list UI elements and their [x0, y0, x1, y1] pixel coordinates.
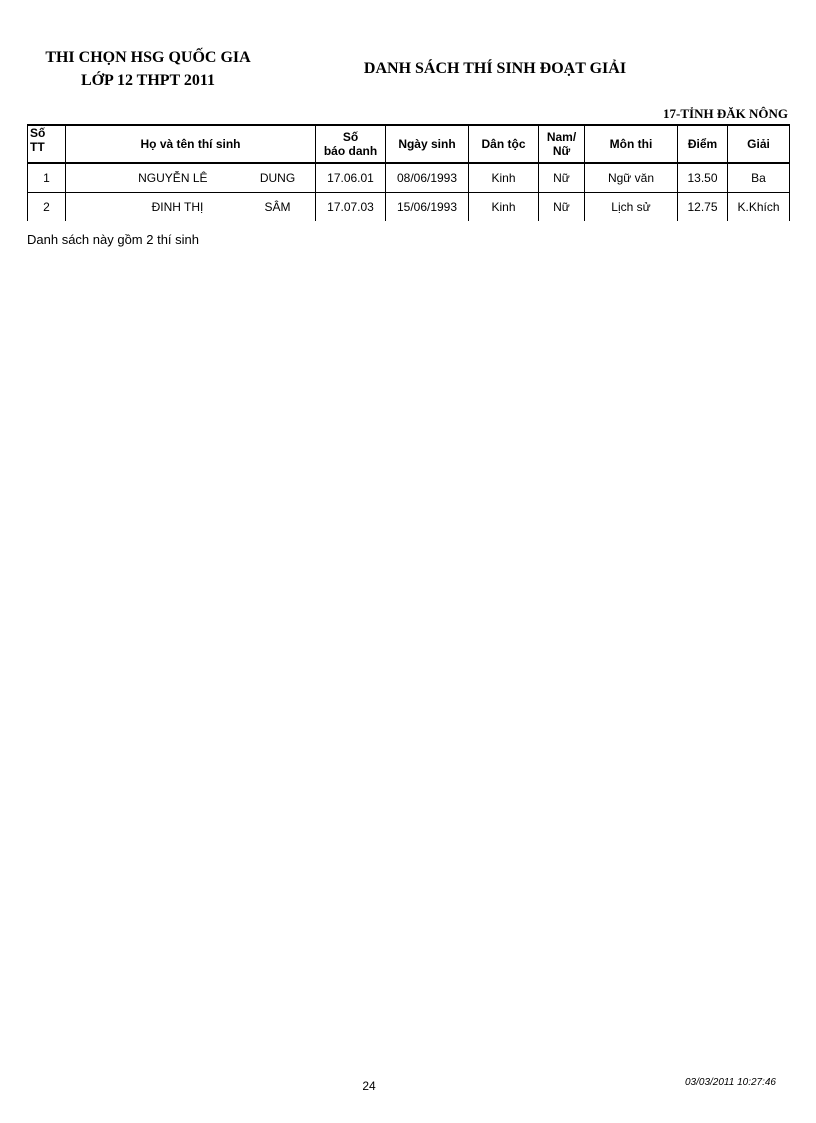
- cell-score: 12.75: [678, 193, 728, 222]
- col-gender-line1: Nam/: [546, 130, 577, 144]
- cell-subject: Lịch sử: [585, 193, 678, 222]
- col-gender: [539, 125, 585, 163]
- col-stt: Số TT: [28, 125, 66, 163]
- cell-stt: 1: [28, 163, 66, 193]
- cell-award: Ba: [728, 163, 790, 193]
- page-number: 24: [362, 1079, 376, 1093]
- cell-ethnicity: Kinh: [469, 163, 539, 193]
- exam-grade-year: LỚP 12 THPT 2011: [80, 72, 216, 89]
- cell-family-name: ĐINH THỊ: [151, 200, 204, 214]
- col-score: Điểm: [678, 125, 728, 163]
- cell-ethnicity: Kinh: [469, 193, 539, 222]
- table-row: [28, 163, 790, 193]
- cell-family-name: NGUYỄN LÊ: [138, 171, 208, 185]
- cell-name: [66, 163, 316, 193]
- cell-name: [66, 193, 316, 222]
- cell-given-name: DUNG: [259, 171, 296, 185]
- cell-sbd: 17.07.03: [316, 193, 386, 222]
- col-ethnicity: Dân tộc: [469, 125, 539, 163]
- exam-header: [28, 46, 268, 92]
- results-table: [27, 124, 790, 221]
- col-dob: Ngày sinh: [386, 125, 469, 163]
- cell-sbd: 17.06.01: [316, 163, 386, 193]
- table-header-row: [28, 125, 790, 163]
- cell-dob: 15/06/1993: [386, 193, 469, 222]
- col-award: Giải: [728, 125, 790, 163]
- cell-gender: Nữ: [539, 163, 585, 193]
- cell-dob: 08/06/1993: [386, 163, 469, 193]
- col-subject: Môn thi: [585, 125, 678, 163]
- cell-score: 13.50: [678, 163, 728, 193]
- print-timestamp: 03/03/2011 10:27:46: [684, 1077, 776, 1088]
- col-name: Họ và tên thí sinh: [66, 125, 316, 163]
- cell-subject: Ngữ văn: [585, 163, 678, 193]
- document-title: DANH SÁCH THÍ SINH ĐOẠT GIẢI: [363, 60, 627, 77]
- summary-note: Danh sách này gồm 2 thí sinh: [27, 232, 199, 247]
- col-sbd: [316, 125, 386, 163]
- province-label: 17-TỈNH ĐĂK NÔNG: [663, 106, 788, 121]
- col-sbd-line2: báo danh: [323, 144, 378, 158]
- cell-stt: 2: [28, 193, 66, 222]
- col-sbd-line1: Số: [342, 130, 359, 144]
- cell-given-name: SÂM: [264, 200, 291, 214]
- exam-name: THI CHỌN HSG QUỐC GIA: [45, 49, 251, 66]
- cell-gender: Nữ: [539, 193, 585, 222]
- table-row: [28, 193, 790, 222]
- col-gender-line2: Nữ: [552, 144, 571, 158]
- cell-award: K.Khích: [728, 193, 790, 222]
